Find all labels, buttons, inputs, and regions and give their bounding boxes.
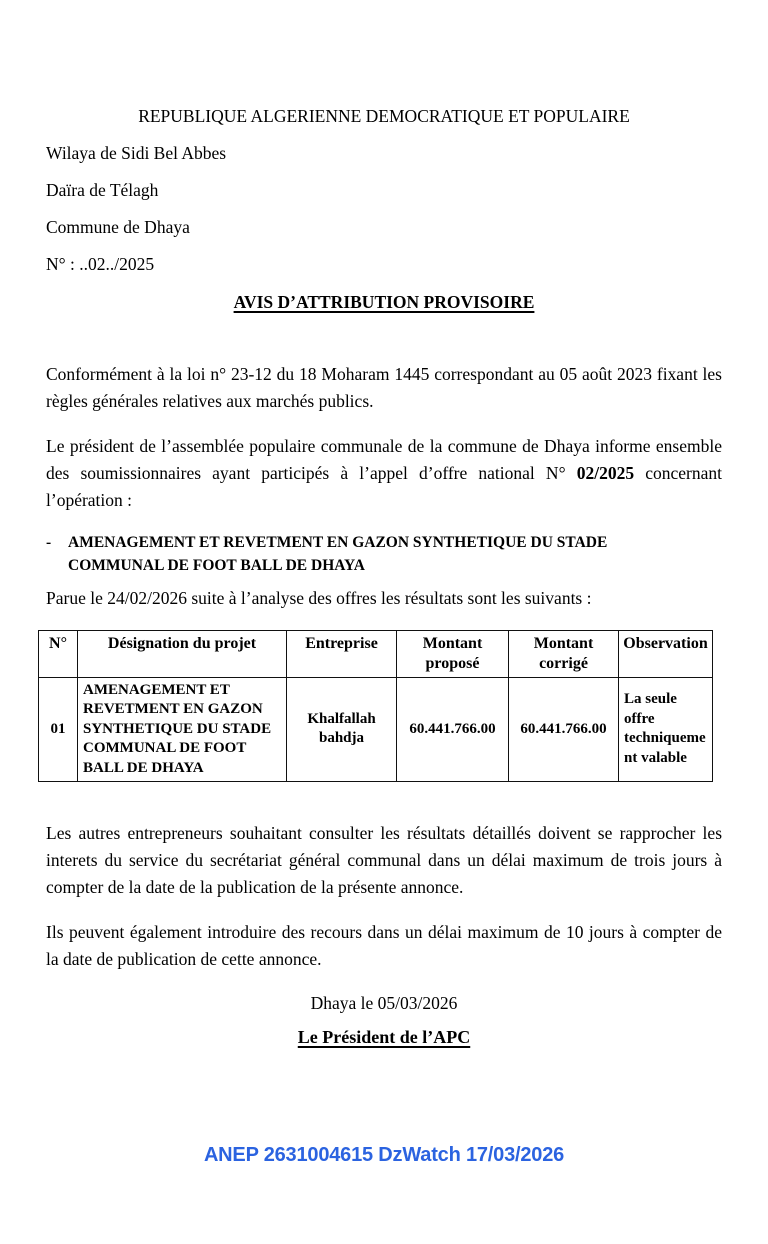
bullet-dash: - bbox=[46, 534, 52, 551]
cell-montant-corrige: 60.441.766.00 bbox=[509, 677, 619, 782]
signature-title bbox=[46, 1024, 722, 1051]
date-place-line: Dhaya le 05/03/2026 bbox=[310, 993, 458, 1013]
wilaya-line: Wilaya de Sidi Bel Abbes bbox=[46, 143, 227, 163]
operation-bullet-item bbox=[46, 531, 722, 577]
col-header-num: N° bbox=[39, 630, 78, 677]
col-header-entreprise: Entreprise bbox=[287, 630, 397, 677]
col-header-montant-corrige: Montant corrigé bbox=[509, 630, 619, 677]
offer-number: 02/2025 bbox=[576, 462, 635, 483]
anep-footer-line: ANEP 2631004615 DzWatch 17/03/2026 bbox=[203, 1144, 565, 1166]
col-header-designation: Désignation du projet bbox=[78, 630, 287, 677]
cell-montant-propose: 60.441.766.00 bbox=[397, 677, 509, 782]
daira-line: Daïra de Télagh bbox=[46, 180, 159, 200]
col-header-montant-propose: Montant proposé bbox=[397, 630, 509, 677]
reference-number-line: N° : ..02../2025 bbox=[46, 254, 155, 274]
paragraph-law: Conformément à la loi n° 23-12 du 18 Moharam 1445 correspondant au 05 août 2023 fixant les règles générales relatives aux marchés publics. bbox=[46, 364, 722, 411]
commune-line: Commune de Dhaya bbox=[46, 217, 190, 237]
col-header-observation: Observation bbox=[619, 630, 713, 677]
notice-title bbox=[46, 292, 722, 313]
republic-title: REPUBLIQUE ALGERIENNE DEMOCRATIQUE ET POPULAIRE bbox=[138, 106, 630, 126]
paragraph-president-text: Le président de l’assemblée populaire communale de la commune de Dhaya informe ensemble des soumissionnaires ayant participés à l’appel d’offre national N° bbox=[46, 435, 722, 483]
paragraph-president-after: concernant l’opération : bbox=[46, 462, 723, 510]
results-table bbox=[38, 630, 713, 783]
paragraph-consult: Les autres entrepreneurs souhaitant consulter les résultats détaillés doivent se rapprocher les interets du service du secrétariat général communal dans un délai maximum de trois jours à compter de la date de la publication de la présente annonce. bbox=[46, 823, 722, 897]
cell-num: 01 bbox=[39, 677, 78, 782]
signature-title-text: Le Président de l’APC bbox=[297, 1027, 471, 1047]
operation-item-text: AMENAGEMENT ET REVETMENT EN GAZON SYNTHETIQUE DU STADE COMMUNAL DE FOOT BALL DE DHAYA bbox=[68, 534, 608, 574]
results-intro-line: Parue le 24/02/2026 suite à l’analyse des offres les résultats sont les suivants : bbox=[46, 588, 592, 608]
notice-title-text: AVIS D’ATTRIBUTION PROVISOIRE bbox=[233, 292, 535, 312]
paragraph-president bbox=[46, 433, 722, 514]
paragraph-recours: Ils peuvent également introduire des recours dans un délai maximum de 10 jours à compter de la date de publication de cette annonce. bbox=[46, 921, 722, 969]
cell-observation: La seule offre techniquement valable bbox=[619, 677, 713, 782]
cell-designation: AMENAGEMENT ET REVETMENT EN GAZON SYNTHETIQUE DU STADE COMMUNAL DE FOOT BALL DE DHAYA bbox=[78, 677, 287, 782]
table-header-row bbox=[39, 630, 713, 677]
table-row bbox=[39, 677, 713, 782]
document-page bbox=[0, 106, 768, 1167]
cell-entreprise: Khalfallah bahdja bbox=[287, 677, 397, 782]
